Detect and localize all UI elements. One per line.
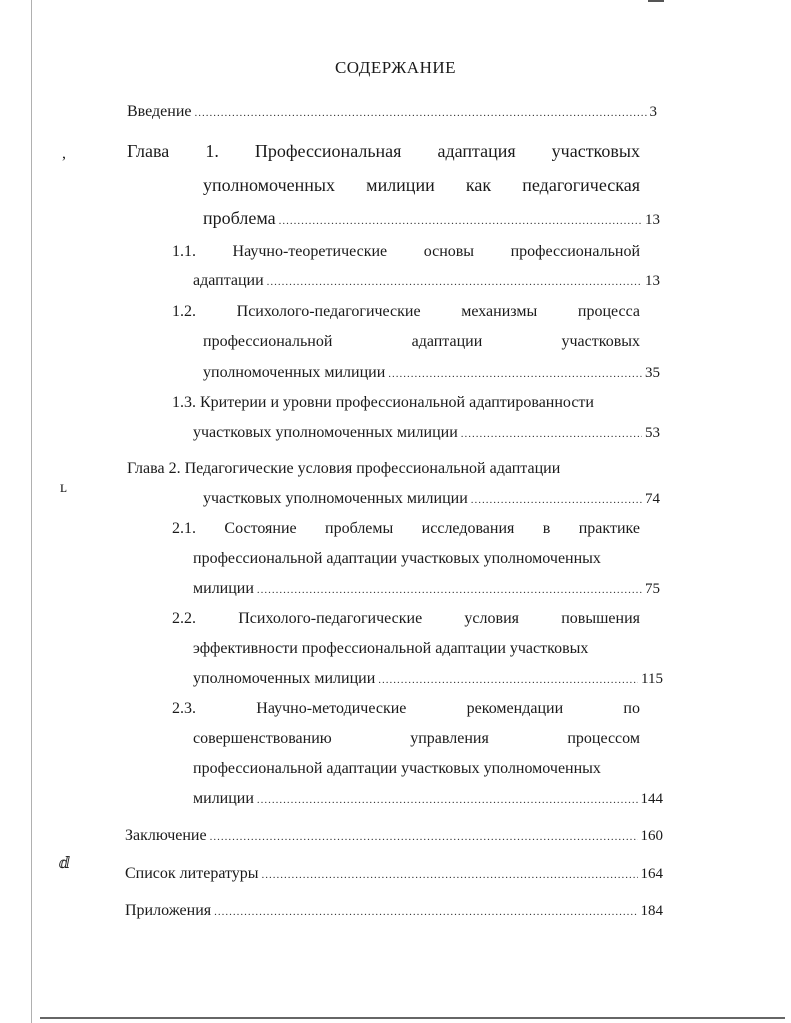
toc-label: Список литературы: [125, 865, 259, 882]
toc-page-number: 13: [645, 273, 660, 289]
toc-word: 2.2.: [172, 610, 196, 627]
toc-word: Глава: [127, 141, 170, 161]
toc-section-1-2-line-3[interactable]: [203, 364, 660, 382]
toc-leader-dots: [210, 831, 638, 843]
toc-label: проблема: [203, 208, 276, 228]
toc-label: участковых уполномоченных милиции: [203, 490, 468, 507]
toc-page-number: 160: [640, 828, 663, 844]
scan-speck-icon: ,: [62, 145, 66, 162]
toc-leader-dots: [262, 869, 638, 881]
toc-leader-dots: [471, 494, 642, 506]
toc-word: Психолого-педагогические: [238, 610, 423, 627]
toc-chapter-1-line-1[interactable]: [127, 141, 640, 162]
page-title: СОДЕРЖАНИЕ: [334, 58, 457, 77]
toc-word: управления: [410, 730, 489, 747]
toc-label: Приложения: [125, 902, 212, 919]
toc-word: уполномоченных: [203, 175, 335, 195]
toc-page-number: 35: [645, 365, 660, 381]
toc-page-number: 144: [640, 791, 663, 807]
toc-leader-dots: [257, 794, 638, 806]
toc-label: милиции: [193, 790, 254, 807]
toc-word: как: [465, 175, 492, 195]
toc-section-1-3-line-2[interactable]: [193, 424, 660, 442]
scan-left-edge: [31, 0, 32, 1023]
toc-word: 1.: [205, 141, 219, 161]
toc-section-1-1-line-2[interactable]: [193, 272, 660, 290]
toc-word: участковых: [551, 141, 640, 161]
toc-section-2-1-line-2[interactable]: [193, 550, 601, 568]
toc-label: участковых уполномоченных милиции: [193, 424, 458, 441]
toc-word: механизмы: [461, 303, 538, 320]
toc-word: Состояние: [224, 520, 297, 537]
toc-section-1-2-line-1[interactable]: [172, 303, 640, 321]
toc-word: 2.3.: [172, 700, 196, 717]
toc-leader-dots: [279, 215, 642, 227]
toc-word: процессом: [567, 730, 640, 747]
toc-word: 1.2.: [172, 303, 196, 320]
toc-word: педагогическая: [522, 175, 640, 195]
toc-word: повышения: [561, 610, 640, 627]
toc-section-2-3-line-3[interactable]: [193, 760, 601, 778]
toc-leader-dots: [257, 584, 642, 596]
toc-word: в: [542, 520, 551, 537]
scan-speck-icon: ʟ: [60, 479, 67, 496]
toc-page-number: 164: [640, 866, 663, 882]
toc-label: Заключение: [125, 827, 207, 844]
toc-leader-dots: [461, 428, 642, 440]
toc-word: основы: [423, 243, 475, 260]
toc-leader-dots: [195, 107, 647, 119]
toc-word: Профессиональная: [254, 141, 402, 161]
toc-page-number: 3: [649, 104, 657, 120]
toc-page-number: 75: [645, 581, 660, 597]
toc-section-2-2-line-1[interactable]: [172, 610, 640, 628]
toc-section-2-1-line-1[interactable]: [172, 520, 640, 538]
toc-label: Глава 2. Педагогические условия профессиональной адаптации: [127, 460, 561, 477]
toc-word: по: [623, 700, 640, 717]
toc-word: Научно-методические: [256, 700, 407, 717]
toc-section-2-2-line-3[interactable]: [193, 670, 663, 688]
toc-leader-dots: [378, 674, 638, 686]
toc-label: уполномоченных милиции: [193, 670, 376, 687]
toc-entry-bibliography[interactable]: [125, 865, 663, 883]
scan-speck-icon: ⅆ: [59, 855, 71, 872]
scan-bottom-edge: [40, 1017, 785, 1019]
toc-section-2-3-line-4[interactable]: [193, 790, 663, 808]
toc-entry-conclusion[interactable]: [125, 827, 663, 845]
toc-word: процесса: [577, 303, 640, 320]
toc-entry-intro[interactable]: [127, 103, 657, 121]
toc-leader-dots: [388, 368, 642, 380]
toc-label: профессиональной адаптации участковых уполномоченных: [193, 550, 601, 567]
toc-word: профессиональной: [203, 333, 333, 350]
toc-section-2-1-line-3[interactable]: [193, 580, 660, 598]
toc-word: условия: [464, 610, 519, 627]
toc-entry-appendix[interactable]: [125, 902, 663, 920]
toc-word: исследования: [421, 520, 515, 537]
toc-chapter-1-line-3[interactable]: [203, 208, 660, 229]
toc-page-number: 13: [645, 212, 660, 228]
toc-label: милиции: [193, 580, 254, 597]
toc-label: профессиональной адаптации участковых уполномоченных: [193, 760, 601, 777]
toc-word: 2.1.: [172, 520, 196, 537]
toc-word: Психолого-педагогические: [236, 303, 421, 320]
toc-word: участковых: [561, 333, 640, 350]
toc-page-number: 74: [645, 491, 660, 507]
toc-leader-dots: [214, 906, 637, 918]
toc-word: милиции: [366, 175, 435, 195]
toc-page-number: 184: [640, 903, 663, 919]
toc-label: 1.3. Критерии и уровни профессиональной адаптированности: [172, 394, 594, 411]
toc-word: Научно-теоретические: [232, 243, 388, 260]
toc-section-1-3-line-1[interactable]: [172, 394, 594, 412]
toc-page-number: 115: [641, 671, 663, 687]
toc-word: адаптации: [411, 333, 483, 350]
toc-label: Введение: [127, 103, 192, 120]
toc-page-number: 53: [645, 425, 660, 441]
toc-section-2-2-line-2[interactable]: [193, 640, 588, 658]
toc-word: совершенствованию: [193, 730, 332, 747]
toc-section-2-3-line-1[interactable]: [172, 700, 640, 718]
toc-section-1-1-line-1[interactable]: [172, 243, 640, 261]
toc-leader-dots: [267, 276, 642, 288]
toc-word: 1.1.: [172, 243, 196, 260]
toc-label: эффективности профессиональной адаптации участковых: [193, 640, 589, 657]
toc-word: адаптация: [437, 141, 516, 161]
toc-chapter-1-line-2[interactable]: [203, 175, 640, 196]
toc-chapter-2-line-1[interactable]: [127, 460, 560, 478]
scan-top-mark: [648, 0, 664, 2]
toc-word: рекомендации: [466, 700, 564, 717]
toc-label: адаптации: [193, 272, 264, 289]
toc-word: проблемы: [325, 520, 394, 537]
toc-section-2-3-line-2[interactable]: [193, 730, 640, 748]
toc-label: уполномоченных милиции: [203, 364, 386, 381]
toc-word: практике: [578, 520, 640, 537]
toc-section-1-2-line-2[interactable]: [203, 333, 640, 351]
toc-chapter-2-line-2[interactable]: [203, 490, 660, 508]
toc-word: профессиональной: [510, 243, 640, 260]
